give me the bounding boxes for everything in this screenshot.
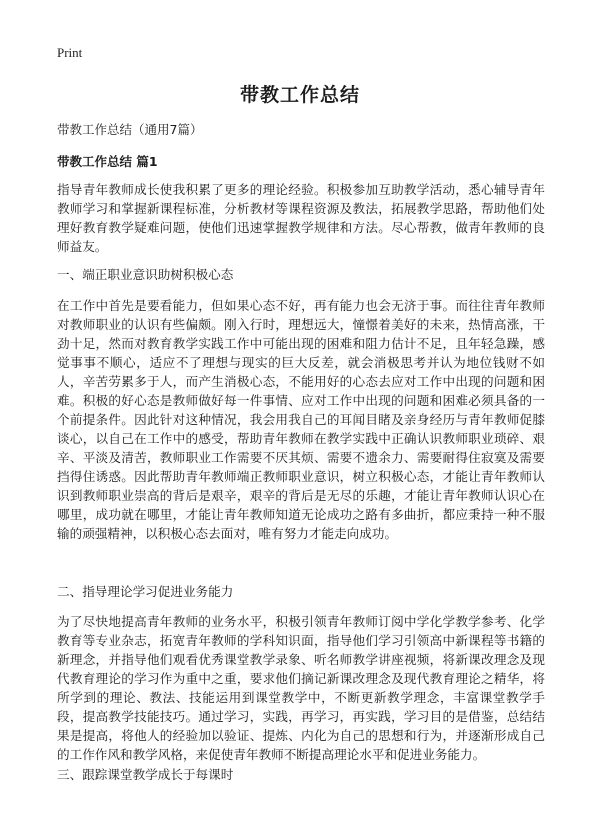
paragraph-2: 为了尽快地提高青年教师的业务水平，积极引领青年教师订阅中学化学教学参考、化学教育等专业杂志，拓宽青年教师的学科知识面，指导他们学习引领高中新课程等书籍的新理念，并指导他们观看优秀课堂教学录象、听名师教学讲座视频，将新课改理念及现代教育理论的学习作为重中之重，要求他们摘记新课改理念及现代教育理论之精华，将所学到的理论、教法、技能运用到课堂教学中，不断更新教学理念，丰富课堂教学手段，提高教学技能技巧。通过学习，实践，再学习，再实践，学习目的是借鉴，总结结果是提高，将他人的经验加以验证、提炼、内化为自己的思想和行为，并逐渐形成自己的工作作风和教学风格，来促使青年教师不断提高理论水平和促进业务能力。 <box>57 614 545 762</box>
document-subtitle: 带教工作总结（通用7篇） <box>57 122 203 137</box>
heading-2: 二、指导理论学习促进业务能力 <box>57 584 234 599</box>
section-title: 带教工作总结 篇1 <box>57 154 158 169</box>
paragraph-1: 在工作中首先是要看能力，但如果心态不好，再有能力也会无济于事。而往往青年教师对教师职业的认识有些偏颇。刚入行时，理想远大，憧憬着美好的未来，热情高涨，干劲十足，然而对教育教学实践工作中可能出现的困难和阻力估计不足，且年轻急躁，感觉事事不顺心，适应不了理想与现实的巨大反差，就会消极思考并认为地位钱财不如人，辛苦劳累多于人，而产生消极心态，不能用好的心态去应对工作中出现的问题和困难。积极的好心态是教师做好每一件事情、应对工作中出现的问题和困难必须具备的一个前提条件。因此针对这种情况，我会用我自己的耳闻目睹及亲身经历与青年教师促膝谈心，以自己在工作中的感受，帮助青年教师在教学实践中正确认识教师职业琐碎、艰辛、平淡及清苦，教师职业工作需要不厌其烦、需要不遗余力、需要耐得住寂寞及需要挡得住诱惑。因此帮助青年教师端正教师职业意识，树立积极心态，才能让青年教师认识到教师职业崇高的背后是艰辛，艰辛的背后是无尽的乐趣，才能让青年教师认识心在哪里，成功就在哪里，才能让青年教师知道无论成功之路有多曲折，都应秉持一种不服输的顽强精神，以积极心态去面对，唯有努力才能走向成功。 <box>57 298 545 541</box>
intro-paragraph: 指导青年教师成长使我积累了更多的理论经验。积极参加互助教学活动，悉心辅导青年教师学习和掌握新课程标准，分析教材等课程资源及教法，拓展教学思路，帮助他们处理好教育教学疑难问题，使他们迅速掌握教学规律和方法。尽心帮教，做青年教师的良师益友。 <box>57 182 545 254</box>
heading-3: 三、跟踪课堂教学成长于每课时 <box>57 767 234 782</box>
heading-1: 一、端正职业意识助树积极心态 <box>57 267 234 282</box>
page-title: 带教工作总结 <box>239 84 360 106</box>
print-link[interactable]: Print <box>57 45 83 60</box>
